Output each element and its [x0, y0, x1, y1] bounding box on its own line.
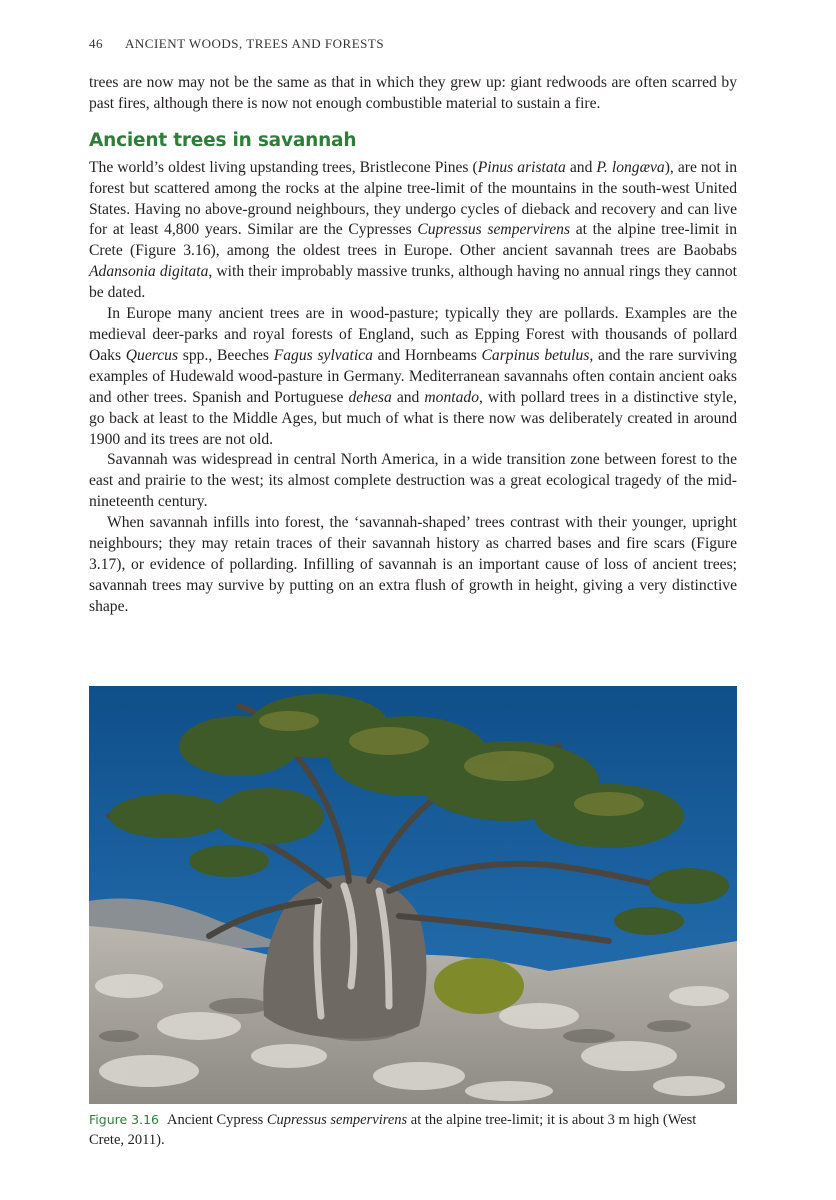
yellow-shrub: [434, 958, 524, 1014]
paragraph-3: Savannah was widespread in central North America, in a wide transition zone between forest to the east and prairie to the west; its almost complete destruction was a great ecological tragedy of the mid-nineteenth century.: [89, 451, 737, 511]
paragraph-4: When savannah infills into forest, the ‘savannah-shaped’ trees contrast with their younger, upright neighbours; they may retain traces of their savannah history as charred bases and fire scars (Figure 3.17), or evidence of pollarding. Infilling of savannah is an important cause of loss of ancient trees; savannah trees may survive by putting on an extra flush of growth in height, giving a very distinctive shape.: [89, 514, 737, 615]
figure-label: Figure 3.16: [89, 1112, 159, 1127]
paragraph-2: In Europe many ancient trees are in wood-pasture; typically they are pollards. Examples are the medieval deer-parks and royal forests of England, such as Epping Forest with thousands of pollard Oaks Quercus spp., Beeches Fagus sylvatica and Hornbeams Carpinus betulus, and the rare surviving examples of Hudewald wood-pasture in Germany. Mediterranean savannahs often contain ancient oaks and other trees. Spanish and Portuguese dehesa and montado, with pollard trees in a distinctive style, go back at least to the Middle Ages, but much of what is there now was deliberately created in around 1900 and its trees are not old.: [89, 305, 737, 448]
running-head: [89, 36, 749, 52]
paragraph-1: The world’s oldest living upstanding trees, Bristlecone Pines (Pinus aristata and P. longæva), are not in forest but scattered among the rocks at the alpine tree-limit of the mountains in the south-west United States. Having no above-ground neighbours, they undergo cycles of dieback and recovery and can live for at least 4,800 years. Similar are the Cypresses Cupressus sempervirens at the alpine tree-limit in Crete (Figure 3.16), among the oldest trees in Europe. Other ancient savannah trees are Baobabs Adansonia digitata, with their improbably massive trunks, although having no annual rings they cannot be dated.: [89, 158, 738, 302]
page-number: 46: [89, 36, 103, 51]
figure-photo-cypress: [89, 686, 737, 1104]
figure-caption: Figure 3.16 Ancient Cypress Cupressus sempervirens at the alpine tree-limit; it is about 3 m high (West Crete, 2011).: [89, 1112, 697, 1148]
intro-paragraph: trees are now may not be the same as that in which they grew up: giant redwoods are often scarred by past fires, although there is now not enough combustible material to sustain a fire.: [89, 74, 737, 112]
running-title: ANCIENT WOODS, TREES AND FORESTS: [125, 36, 385, 51]
main-text: [89, 73, 737, 618]
section-heading: Ancient trees in savannah: [89, 129, 357, 151]
cypress-photo-illustration: [89, 686, 737, 1104]
